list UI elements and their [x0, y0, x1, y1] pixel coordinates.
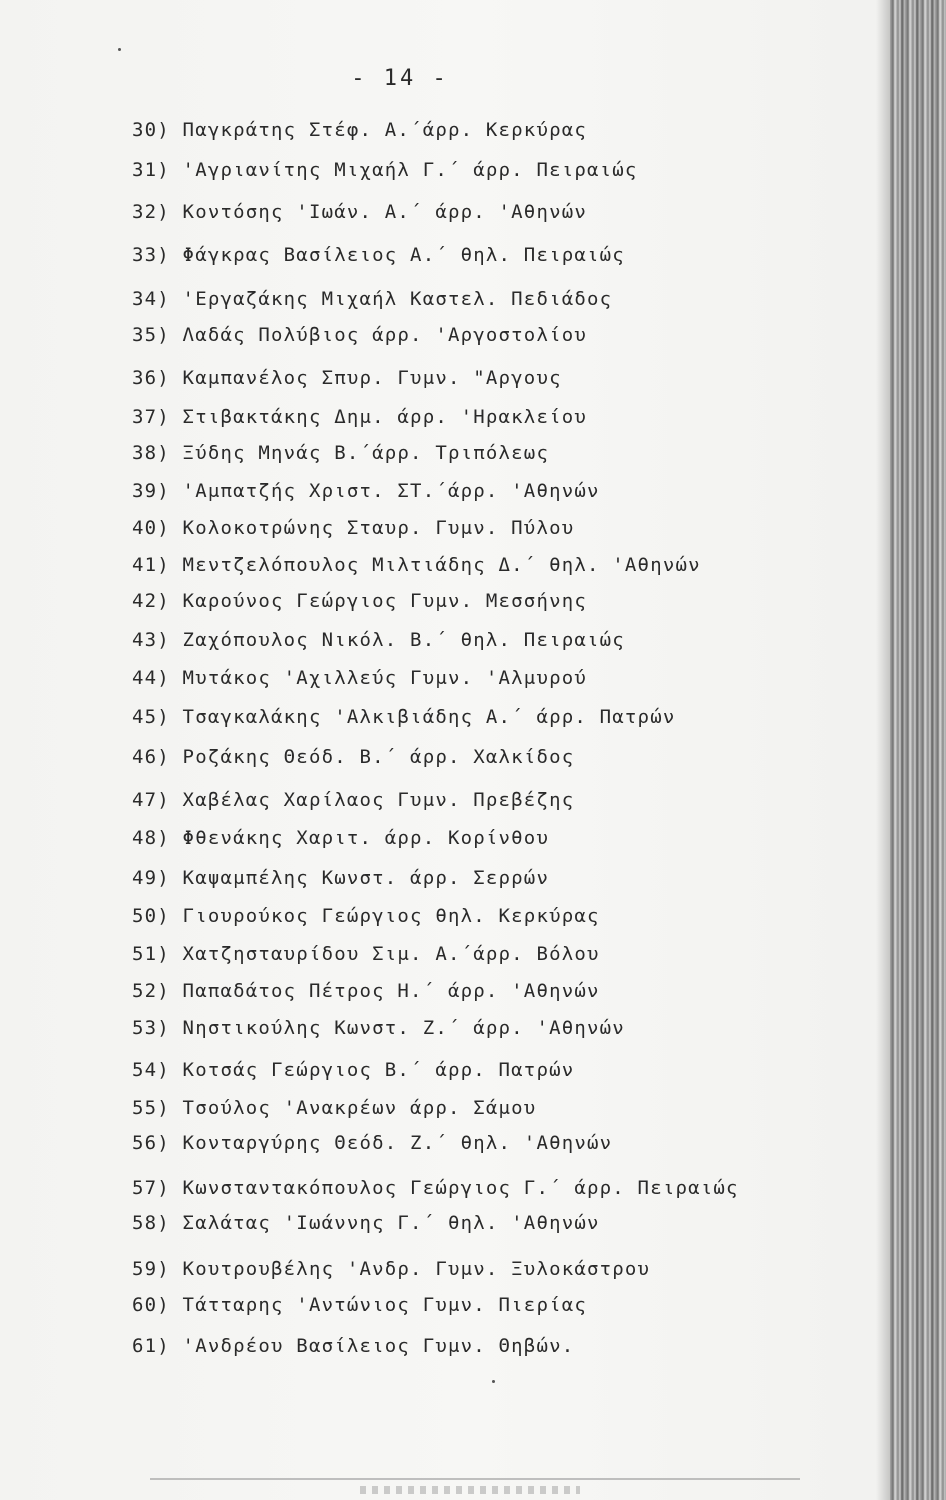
- list-entry: 35) Λαδάς Πολύβιος άρρ. 'Αργοστολίου: [132, 324, 588, 346]
- page-edge-shadow: [876, 0, 890, 1500]
- list-entry: 55) Τσούλος 'Ανακρέων άρρ. Σάμου: [132, 1097, 537, 1119]
- list-entry: 50) Γιουρούκος Γεώργιος θηλ. Κερκύρας: [132, 905, 600, 927]
- list-entry: 41) Μεντζελόπουλος Μιλτιάδης Δ.΄ θηλ. 'Αθηνών: [132, 554, 701, 576]
- bottom-smudge: [360, 1486, 580, 1494]
- binding-edge: [890, 0, 946, 1500]
- list-entry: 60) Τάτταρης 'Αντώνιος Γυμν. Πιερίας: [132, 1294, 588, 1316]
- list-entry: 38) Ξύδης Μηνάς Β.΄άρρ. Τριπόλεως: [132, 442, 550, 464]
- list-entry: 44) Μυτάκος 'Αχιλλεύς Γυμν. 'Αλμυρού: [132, 667, 588, 689]
- list-entry: 34) 'Εργαζάκης Μιχαήλ Καστελ. Πεδιάδος: [132, 288, 613, 310]
- list-entry: 49) Καψαμπέλης Κωνστ. άρρ. Σερρών: [132, 867, 550, 889]
- list-entry: 39) 'Αμπατζής Χριστ. ΣΤ.΄άρρ. 'Αθηνών: [132, 480, 600, 502]
- ink-speck: [492, 1380, 495, 1383]
- list-entry: 58) Σαλάτας 'Ιωάννης Γ.΄ θηλ. 'Αθηνών: [132, 1212, 600, 1234]
- list-entry: 37) Στιβακτάκης Δημ. άρρ. 'Ηρακλείου: [132, 406, 588, 428]
- list-entry: 51) Χατζησταυρίδου Σιμ. Α.΄άρρ. Βόλου: [132, 943, 600, 965]
- list-entry: 40) Κολοκοτρώνης Σταυρ. Γυμν. Πύλου: [132, 517, 575, 539]
- list-entry: 47) Χαβέλας Χαρίλαος Γυμν. Πρεβέζης: [132, 789, 575, 811]
- list-entry: 33) Φάγκρας Βασίλειος Α.΄ θηλ. Πειραιώς: [132, 244, 625, 266]
- ink-speck: [118, 48, 121, 51]
- list-entry: 59) Κουτρουβέλης 'Ανδρ. Γυμν. Ξυλοκάστρου: [132, 1258, 651, 1280]
- list-entry: 45) Τσαγκαλάκης 'Αλκιβιάδης Α.΄ άρρ. Πατρών: [132, 706, 676, 728]
- list-entry: 43) Ζαχόπουλος Νικόλ. Β.΄ θηλ. Πειραιώς: [132, 629, 625, 651]
- list-entry: 36) Καμπανέλος Σπυρ. Γυμν. "Αργους: [132, 367, 562, 389]
- page-number: - 14 -: [351, 66, 449, 91]
- list-entry: 54) Κοτσάς Γεώργιος Β.΄ άρρ. Πατρών: [132, 1059, 575, 1081]
- list-entry: 31) 'Αγριανίτης Μιχαήλ Γ.΄ άρρ. Πειραιώς: [132, 159, 638, 181]
- bottom-rule: [150, 1478, 800, 1480]
- list-entry: 56) Κονταργύρης Θεόδ. Ζ.΄ θηλ. 'Αθηνών: [132, 1132, 613, 1154]
- list-entry: 30) Παγκράτης Στέφ. Α.΄άρρ. Κερκύρας: [132, 119, 588, 141]
- list-entry: 42) Καρούνος Γεώργιος Γυμν. Μεσσήνης: [132, 590, 588, 612]
- list-entry: 61) 'Ανδρέου Βασίλειος Γυμν. Θηβών.: [132, 1335, 575, 1357]
- list-entry: 32) Κοντόσης 'Ιωάν. Α.΄ άρρ. 'Αθηνών: [132, 201, 588, 223]
- list-entry: 46) Ροζάκης Θεόδ. Β.΄ άρρ. Χαλκίδος: [132, 746, 575, 768]
- list-entry: 48) Φθενάκης Χαριτ. άρρ. Κορίνθου: [132, 827, 550, 849]
- list-entry: 57) Κωνσταντακόπουλος Γεώργιος Γ.΄ άρρ. Πειραιώς: [132, 1177, 739, 1199]
- list-entry: 52) Παπαδάτος Πέτρος Η.΄ άρρ. 'Αθηνών: [132, 980, 600, 1002]
- list-entry: 53) Νηστικούλης Κωνστ. Ζ.΄ άρρ. 'Αθηνών: [132, 1017, 625, 1039]
